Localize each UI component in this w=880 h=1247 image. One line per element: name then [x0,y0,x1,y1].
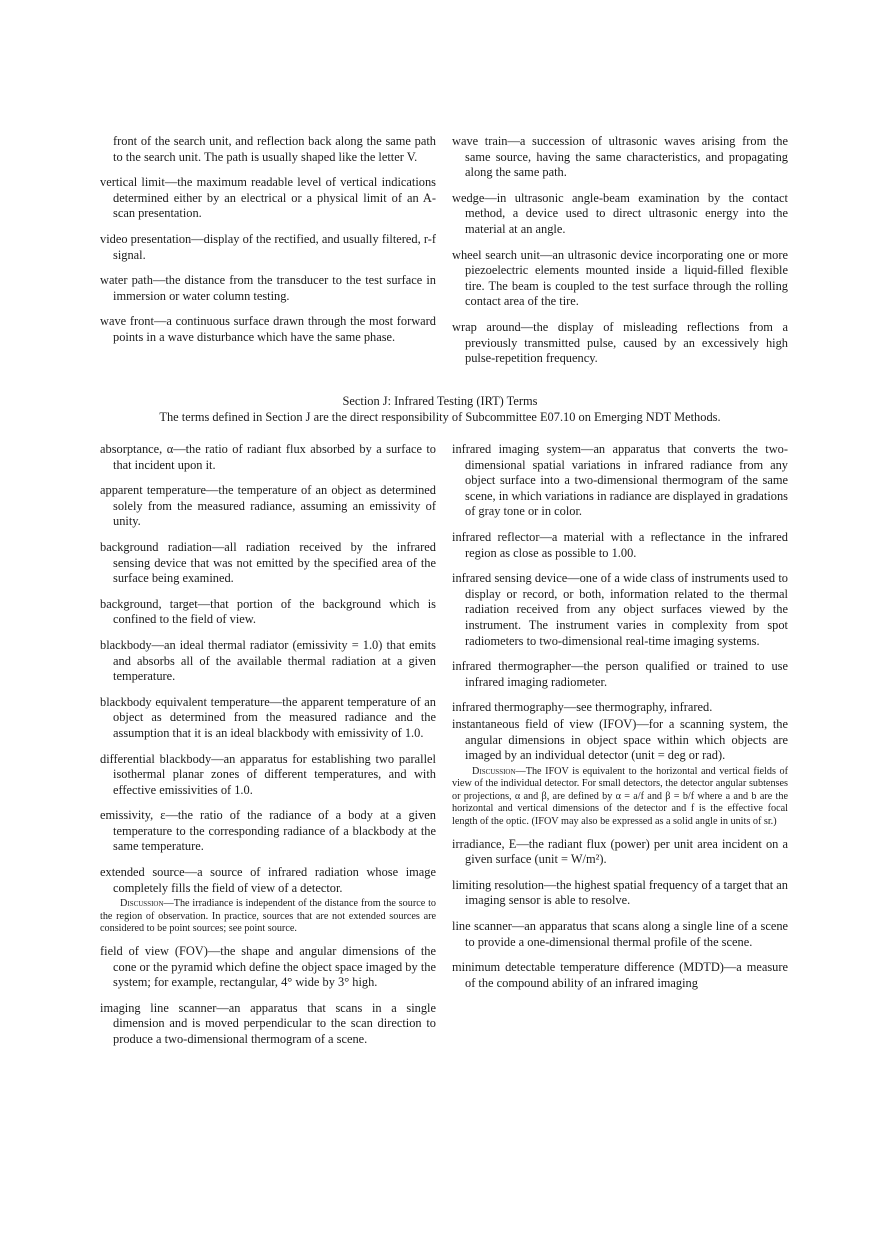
glossary-entry: differential blackbody—an apparatus for establishing two parallel isothermal planar zones of different temperatures, and with effective emissivities of 1.0. [100,751,436,797]
bottom-left-column [100,442,436,1058]
glossary-entry: extended source—a source of infrared radiation whose image completely fills the field of view of a detector. [100,865,436,895]
bottom-right-column [452,442,788,1001]
entry-term: apparent temperature [100,483,206,498]
discussion-note: Discussion—The IFOV is equivalent to the horizontal and vertical fields of view of the individual detector. For small detectors, the detector angular subtenses or projections, α and β, are defined by α = a/f and β = b/f where a and b are the horizontal and vertical dimensions of the detector and f is the effective focal length of the optic. (IFOV may also be expressed as a solid angle in units of sr.) [452,765,788,828]
entry-term: background, target [100,596,198,611]
glossary-entry: emissivity, ε—the ratio of the radiance of a body at a given temperature to the corresponding radiance of a blackbody at the same temperature. [100,808,436,854]
glossary-entry [100,134,436,165]
entry-definition: the apparent temperature of an object as determined from the measured radiance and the assumption that it is an ideal blackbody with emissivity of 1.0. [113,694,436,740]
entry-definition: the person qualified or trained to use infrared imaging radiometer. [465,659,788,689]
entry-term: instantaneous field of view (IFOV) [452,716,637,731]
entry-term: absorptance, α [100,442,174,456]
glossary-entry: field of view (FOV)—the shape and angular dimensions of the cone or the pyramid which define the object space imaged by the system; for example, rectangular, 4° wide by 3° high. [100,944,436,990]
entry-definition: a material with a reflectance in the infrared region as close as possible to 1.00. [465,529,788,560]
entry-term: wheel search unit [452,247,540,262]
entry-term: blackbody [100,637,152,652]
entry-term: infrared thermographer [452,659,572,674]
entry-definition: one of a wide class of instruments used to display or record, or both, information related to the thermal radiation received from any object surfaces viewed by the instrument. The instrument varies in complexity from spot radiometers to two-dimensional real-time imaging systems. [465,571,788,648]
entry-definition: the ratio of radiant flux absorbed by a surface to that incident upon it. [113,442,437,472]
entry-term: infrared imaging system [452,442,582,456]
entry-term: infrared sensing device [452,571,568,586]
entry-term: field of view (FOV) [100,944,208,959]
entry-term: imaging line scanner [100,1000,217,1015]
entry-definition: display of the rectified, and usually filtered, r-f signal. [113,231,436,262]
entry-definition: an apparatus that converts the two-dimensional spatial variations in infrared radiance from any object surface into a two-dimensional thermogram of the same scene, in which variations in radiance are displayed in gradations of gray tone or in color. [465,442,788,519]
entry-term: minimum detectable temperature difference (MDTD) [452,960,724,975]
entry-term: background radiation [100,539,212,554]
top-right-column [452,134,788,377]
glossary-entry: wave front—a continuous surface drawn through the most forward points in a wave disturbance which have the same phase. [100,314,436,344]
glossary-entry: minimum detectable temperature difference (MDTD)—a measure of the compound ability of an infrared imaging [452,960,788,990]
entry-definition: the display of misleading reflections from a previously transmitted pulse, caused by an excessively high pulse-repetition frequency. [465,319,788,366]
entry-definition: an ultrasonic device incorporating one or more piezoelectric elements mounted inside a liquid-filled flexible tire. The beam is coupled to the test surface through the rolling contact area of the tire. [465,247,788,309]
entry-term: infrared thermography [452,700,564,715]
entry-definition: a source of infrared radiation whose image completely fills the field of view of a detector. [113,865,436,895]
glossary-entry: wrap around—the display of misleading reflections from a previously transmitted pulse, caused by an excessively high pulse-repetition frequency. [452,319,788,366]
glossary-entry: blackbody equivalent temperature—the apparent temperature of an object as determined from the measured radiance and the assumption that it is an ideal blackbody with emissivity of 1.0. [100,694,436,740]
glossary-entry: infrared thermographer—the person qualified or trained to use infrared imaging radiometer. [452,659,788,689]
glossary-entry: vertical limit—the maximum readable level of vertical indications determined either by an electrical or a physical limit of an A-scan presentation. [100,175,436,221]
entry-term: wedge [452,190,485,205]
entry-term: vertical limit [100,175,165,190]
section-subtitle: The terms defined in Section J are the direct responsibility of Subcommittee E07.10 on Emerging NDT Methods. [159,409,721,424]
entry-term: water path [100,273,153,288]
section-title: Section J: Infrared Testing (IRT) Terms [342,394,538,408]
entry-term: infrared reflector [452,529,540,544]
entry-term: line scanner [452,919,512,934]
entry-definition: all radiation received by the infrared sensing device that was not emitted by the specified area of the surface being examined. [113,539,436,586]
glossary-entry: infrared reflector—a material with a reflectance in the infrared region as close as possible to 1.00. [452,529,788,560]
discussion-text: The IFOV is equivalent to the horizontal and vertical fields of view of the individual detector. For small detectors, the detector angular subtenses or projections, α and β, are defined by α = a/f and β = b/f where a and b are the horizontal and vertical dimensions of the detector and f is the effective focal length of the optic. (IFOV may also be expressed as a solid angle in units of sr.) [452,765,788,828]
entry-definition: an apparatus that scans along a single line of a scene to provide a one-dimensional thermal profile of the scene. [465,919,789,949]
discussion-text: The irradiance is independent of the distance from the source to the region of observation. In practice, sources that are not extended sources are considered to be point sources; see point source. [100,898,436,935]
top-left-column [100,134,436,356]
entry-term: limiting resolution [452,877,544,892]
entry-definition: in ultrasonic angle-beam examination by the contact method, a device used to direct ultrasonic energy into the material at an angle. [465,190,788,236]
entry-term: differential blackbody [100,751,212,766]
entry-definition: that portion of the background which is confined to the field of view. [113,596,436,627]
glossary-entry: absorptance, α—the ratio of radiant flux absorbed by a surface to that incident upon it. [100,442,437,472]
entry-definition: the distance from the transducer to the test surface in immersion or water column testing. [113,273,436,303]
entry-definition: an apparatus for establishing two parallel isothermal planar zones of different temperatures, and with effective emissivities of 1.0. [113,751,436,797]
entry-definition: the shape and angular dimensions of the cone or the pyramid which define the object space imaged by the system; for example, rectangular, 4° wide by 3° high. [113,944,436,990]
entry-definition: a succession of ultrasonic waves arising from the same source, having the same characteristics, and propagating along the same path. [465,134,788,180]
glossary-entry: water path—the distance from the transducer to the test surface in immersion or water column testing. [100,273,436,303]
glossary-entry: background radiation—all radiation received by the infrared sensing device that was not emitted by the specified area of the surface being examined. [100,539,436,586]
entry-term: video presentation [100,231,192,246]
glossary-entry: infrared thermography—see thermography, infrared. [452,700,713,715]
glossary-entry: wedge—in ultrasonic angle-beam examination by the contact method, a device used to direct ultrasonic energy into the material at an angle. [452,190,788,236]
entry-definition: the highest spatial frequency of a target that an imaging sensor is able to resolve. [465,877,788,908]
entry-term: blackbody equivalent temperature [100,694,270,709]
entry-definition: front of the search unit, and reflection back along the same path to the search unit. The path is usually shaped like the letter V. [113,134,436,164]
section-header [100,394,780,425]
entry-definition: an ideal thermal radiator (emissivity = 1.0) that emits and absorbs all of the available thermal radiation at a given temperature. [113,637,436,684]
entry-definition: the temperature of an object as determined solely from the measured radiance, assuming an emissivity of unity. [113,483,436,529]
entry-definition: the maximum readable level of vertical indications determined either by an electrical or a physical limit of an A-scan presentation. [113,175,436,221]
discussion-label: Discussion [472,765,516,777]
entry-term: wrap around [452,319,521,334]
glossary-entry: instantaneous field of view (IFOV)—for a scanning system, the angular dimensions in object space within which objects are imaged by an individual detector (unit = deg or rad). [452,716,788,763]
glossary-entry: apparent temperature—the temperature of an object as determined solely from the measured radiance, assuming an emissivity of unity. [100,483,436,529]
glossary-entry: background, target—that portion of the background which is confined to the field of view. [100,596,436,627]
entry-term: irradiance, E [452,836,517,851]
entry-term: emissivity, ε [100,808,166,823]
entry-definition: a continuous surface drawn through the most forward points in a wave disturbance which have the same phase. [113,314,436,344]
discussion-note: Discussion—The irradiance is independent of the distance from the source to the region of observation. In practice, sources that are not extended sources are considered to be point sources; see point source. [100,898,436,935]
glossary-entry: limiting resolution—the highest spatial frequency of a target that an imaging sensor is able to resolve. [452,877,788,908]
glossary-entry: line scanner—an apparatus that scans along a single line of a scene to provide a one-dimensional thermal profile of the scene. [452,919,789,949]
discussion-label: Discussion [120,898,164,910]
glossary-entry: imaging line scanner—an apparatus that scans in a single dimension and is moved perpendicular to the scan direction to produce a two-dimensional thermogram of a scene. [100,1000,436,1046]
glossary-entry: wave train—a succession of ultrasonic waves arising from the same source, having the same characteristics, and propagating along the same path. [452,134,788,180]
glossary-entry: infrared imaging system—an apparatus that converts the two-dimensional spatial variations in infrared radiance from any object surface into a two-dimensional thermogram of the same scene, in which variations in radiance are displayed in gradations of gray tone or in color. [452,442,788,519]
glossary-entry: irradiance, E—the radiant flux (power) per unit area incident on a given surface (unit = W/m²). [452,836,788,867]
entry-term: wave train [452,134,508,148]
entry-definition: a measure of the compound ability of an infrared imaging [465,960,788,990]
entry-definition: the ratio of the radiance of a body at a given temperature to the corresponding radiance of a blackbody at the same temperature. [113,808,436,854]
glossary-entry: blackbody—an ideal thermal radiator (emissivity = 1.0) that emits and absorbs all of the available thermal radiation at a given temperature. [100,637,436,684]
glossary-entry: infrared sensing device—one of a wide class of instruments used to display or record, or both, information related to the thermal radiation received from any object surfaces viewed by the instrument. The instrument varies in complexity from spot radiometers to two-dimensional real-time imaging systems. [452,571,788,648]
glossary-entry: video presentation—display of the rectified, and usually filtered, r-f signal. [100,231,436,262]
entry-definition: the radiant flux (power) per unit area incident on a given surface (unit = W/m²). [465,836,788,867]
entry-definition: an apparatus that scans in a single dimension and is moved perpendicular to the scan direction to produce a two-dimensional thermogram of a scene. [113,1000,436,1046]
entry-term: extended source [100,865,185,880]
entry-term: wave front [100,314,154,329]
glossary-entry: wheel search unit—an ultrasonic device incorporating one or more piezoelectric elements mounted inside a liquid-filled flexible tire. The beam is coupled to the test surface through the rolling contact area of the tire. [452,247,788,309]
entry-definition: for a scanning system, the angular dimensions in object space within which objects are imaged by an individual detector (unit = deg or rad). [465,716,788,763]
entry-definition: see thermography, infrared. [576,700,713,715]
